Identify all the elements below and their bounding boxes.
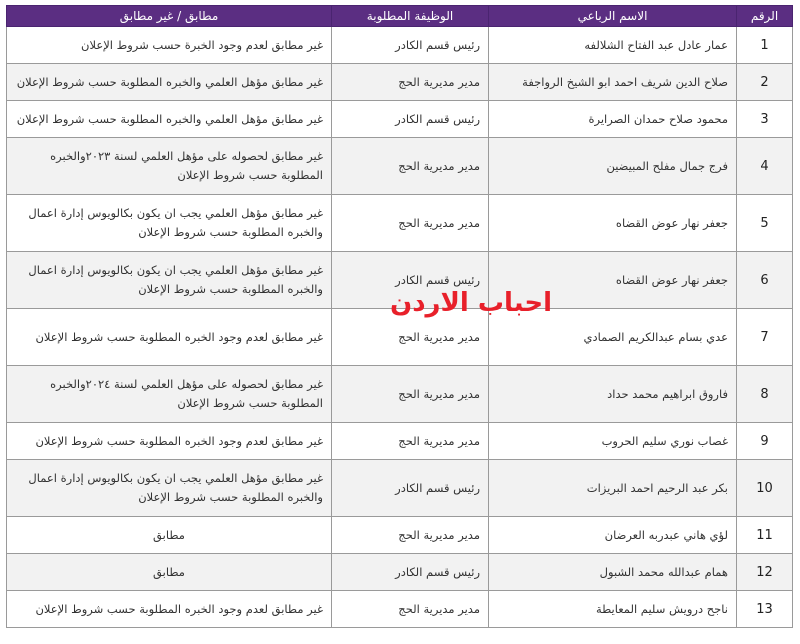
row-job: مدير مديرية الحج <box>332 591 489 628</box>
row-name: عدي بسام عبدالكريم الصمادي <box>489 309 737 366</box>
header-name: الاسم الرباعي <box>489 6 737 27</box>
row-status: غير مطابق مؤهل العلمي والخبره المطلوبة حسب شروط الإعلان <box>7 101 332 138</box>
row-job: رئيس قسم الكادر <box>332 554 489 591</box>
table-row <box>7 138 793 195</box>
row-job: رئيس قسم الكادر <box>332 101 489 138</box>
table-row <box>7 195 793 252</box>
header-job: الوظيفة المطلوبة <box>332 6 489 27</box>
row-num: 4 <box>737 138 793 195</box>
table-row <box>7 460 793 517</box>
row-name: همام عبدالله محمد الشبول <box>489 554 737 591</box>
row-job: مدير مديرية الحج <box>332 517 489 554</box>
table-row <box>7 517 793 554</box>
row-num: 6 <box>737 252 793 309</box>
row-num: 2 <box>737 64 793 101</box>
row-job: مدير مديرية الحج <box>332 309 489 366</box>
row-status: مطابق <box>7 517 332 554</box>
row-status: مطابق <box>7 554 332 591</box>
row-num: 13 <box>737 591 793 628</box>
row-status: غير مطابق مؤهل العلمي يجب ان يكون بكالويوس إدارة اعمال والخبره المطلوبة حسب شروط الإعلان <box>7 195 332 252</box>
row-status: غير مطابق لحصوله على مؤهل العلمي لسنة ٢٠٢٣والخبره المطلوبة حسب شروط الإعلان <box>7 138 332 195</box>
row-status: غير مطابق لعدم وجود الخبره المطلوبة حسب شروط الإعلان <box>7 591 332 628</box>
row-num: 5 <box>737 195 793 252</box>
table-row <box>7 101 793 138</box>
row-name: ناجح درويش سليم المعايطة <box>489 591 737 628</box>
row-name: بكر عبد الرحيم احمد البريزات <box>489 460 737 517</box>
row-status: غير مطابق مؤهل العلمي والخبره المطلوبة حسب شروط الإعلان <box>7 64 332 101</box>
row-num: 11 <box>737 517 793 554</box>
row-job: رئيس قسم الكادر <box>332 460 489 517</box>
row-status: غير مطابق لحصوله على مؤهل العلمي لسنة ٢٠٢٤والخبره المطلوبة حسب شروط الإعلان <box>7 366 332 423</box>
row-num: 7 <box>737 309 793 366</box>
header-status: مطابق / غير مطابق <box>7 6 332 27</box>
watermark-text: احباب الاردن <box>390 288 552 318</box>
row-job: مدير مديرية الحج <box>332 366 489 423</box>
row-job: مدير مديرية الحج <box>332 64 489 101</box>
table-header-row <box>7 6 793 27</box>
row-num: 9 <box>737 423 793 460</box>
table-row <box>7 591 793 628</box>
row-num: 12 <box>737 554 793 591</box>
row-name: فرج جمال مفلح المبيضين <box>489 138 737 195</box>
row-job: رئيس قسم الكادر <box>332 27 489 64</box>
row-name: فاروق ابراهيم محمد حداد <box>489 366 737 423</box>
table-row <box>7 27 793 64</box>
row-name: محمود صلاح حمدان الصرايرة <box>489 101 737 138</box>
row-num: 8 <box>737 366 793 423</box>
table-row <box>7 64 793 101</box>
row-status: غير مطابق لعدم وجود الخبره المطلوبة حسب شروط الإعلان <box>7 309 332 366</box>
row-num: 10 <box>737 460 793 517</box>
row-status: غير مطابق لعدم وجود الخبرة حسب شروط الإعلان <box>7 27 332 64</box>
row-status: غير مطابق لعدم وجود الخبره المطلوبة حسب شروط الإعلان <box>7 423 332 460</box>
row-name: صلاح الدين شريف احمد ابو الشيخ الرواجفة <box>489 64 737 101</box>
row-name: جعفر نهار عوض القضاه <box>489 252 737 309</box>
row-num: 3 <box>737 101 793 138</box>
row-status: غير مطابق مؤهل العلمي يجب ان يكون بكالويوس إدارة اعمال والخبره المطلوبة حسب شروط الإعلان <box>7 252 332 309</box>
table-row <box>7 423 793 460</box>
row-name: لؤي هاني عبدربه العرضان <box>489 517 737 554</box>
table-row <box>7 366 793 423</box>
row-name: غصاب نوري سليم الحروب <box>489 423 737 460</box>
header-num: الرقم <box>737 6 793 27</box>
row-job: مدير مديرية الحج <box>332 423 489 460</box>
row-job: مدير مديرية الحج <box>332 138 489 195</box>
row-name: جعفر نهار عوض القضاه <box>489 195 737 252</box>
row-status: غير مطابق مؤهل العلمي يجب ان يكون بكالويوس إدارة اعمال والخبره المطلوبة حسب شروط الإعلان <box>7 460 332 517</box>
row-job: مدير مديرية الحج <box>332 195 489 252</box>
table-row <box>7 554 793 591</box>
row-num: 1 <box>737 27 793 64</box>
row-name: عمار عادل عبد الفتاح الشلالفه <box>489 27 737 64</box>
row-job: رئيس قسم الكادر <box>332 252 489 309</box>
